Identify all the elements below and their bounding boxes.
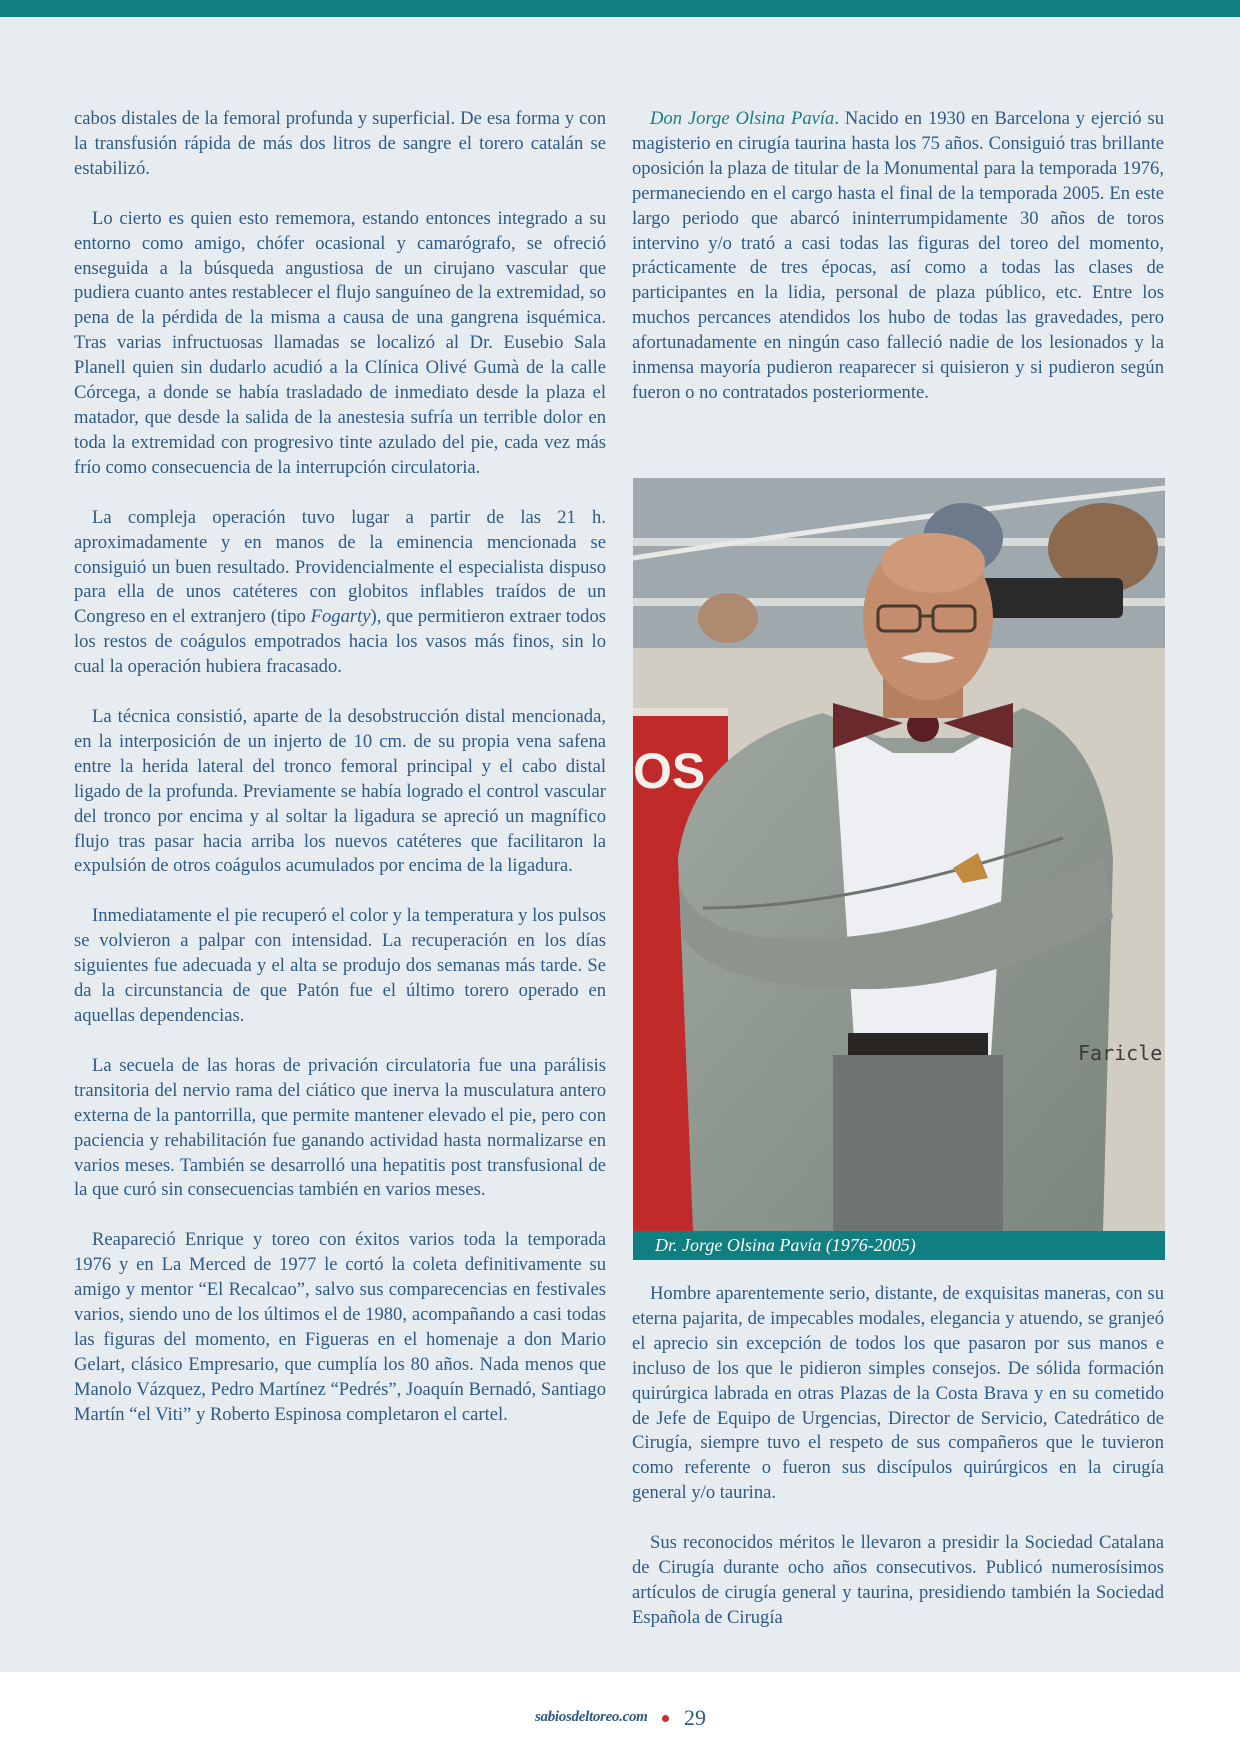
paragraph: cabos distales de la femoral profunda y superficial. De esa forma y con la transfusión rápida de más dos litros de sangre el torero catalán se estabilizó. [74,108,606,179]
paragraph: Inmediatamente el pie recuperó el color y la temperatura y los pulsos se volvieron a palpar con intensidad. La recuperación en los días siguientes fue adecuada y el alta se produjo dos semanas más tarde. Se da la circunstancia de que Patón fue el último torero operado en aquellas dependencias. [74,905,606,1026]
paragraph: La técnica consistió, aparte de la desobstrucción distal mencionada, en la interposición de un injerto de 10 cm. de su propia vena safena entre la herida lateral del tronco femoral principal y el cabo distal ligado de la profunda. Previamente se había logrado el control vascular del tronco por encima y al soltar la ligadura se apreció un magnífico flujo tras pasar hacia arriba los nuevos catéteres que facilitaron la expulsión de otros coágulos acumulados por encima de la ligadura. [74,706,606,877]
left-column [74,107,606,1428]
paragraph-text: . Nacido en 1930 en Barcelona y ejerció su magisterio en cirugía taurina hasta los 75 años. Consiguió tras brillante oposición la plaza de titular de la Monumental para la temporada 1976, permaneciendo en el cargo hasta el final de la temporada 2005. En este largo periodo que abarcó ininterrumpidamente 30 años de toros intervino y/o trató a casi todas las figuras del toreo del momento, prácticamente de tres épocas, así como a todas las clases de participantes en la lidia, personal de plaza público, etc. Entre los muchos percances atendidos los hubo de todas las gravedades, pero afortunadamente en ningún caso falleció nadie de los lesionados y la inmensa mayoría pudieron reaparecer si quisieron y si pudieron según fueron o no contratados posteriormente. [632,108,1164,403]
top-accent-bar [0,0,1240,17]
page-footer [0,1672,1240,1754]
paragraph-italic-term: Fogarty [310,606,371,628]
photo-caption: Dr. Jorge Olsina Pavía (1976-2005) [655,1235,916,1255]
portrait-illustration [633,478,1165,1231]
right-column-top [632,107,1164,406]
page-number: 29 [684,1705,706,1730]
paragraph-text: ), que permitieron extraer todos los restos de coágulos empotrados hacia los vasos más finos, sin lo cual la operación hubiera fracasado. [74,606,607,678]
footer-site: sabiosdeltoreo.com [535,1709,648,1725]
lead-name: Don Jorge Olsina Pavía [650,108,835,129]
paragraph: Hombre aparentemente serio, distante, de exquisitas maneras, con su eterna pajarita, de impecables modales, elegancia y atuendo, se granjeó el aprecio sin excepción de todos los que pasaron por sus manos e incluso de los que le pidieron simples consejos. De sólida formación quirúrgica labrada en otras Plazas de la Costa Brava y en su cometido de Jefe de Equipo de Urgencias, Director de Servicio, Catedrático de Cirugía, siempre tuvo el respeto de sus compañeros que le tuvieron como referente o fueron sus discípulos quirúrgicos en la cirugía general y/o taurina. [632,1283,1164,1504]
paragraph-text: La compleja operación tuvo lugar a partir de las 21 h. aproximadamente y en manos de la eminencia mencionada se consiguió un buen resultado. Providencialmente el especialista dispuso para ella de unos catéteres con globitos inflables traídos de un Congreso en el extranjero (tipo [74,506,606,628]
barrier-letters: OS [633,743,706,799]
paragraph [632,107,1164,406]
paragraph: Reapareció Enrique y toreo con éxitos varios toda la temporada 1976 y en La Merced de 1977 le cortó la coleta definitivamente su amigo y mentor “El Recalcao”, salvo sus comparecencias en festivales varios, siendo uno de los últimos el de 1980, acompañando a casi todas las figuras del momento, en Figueras en el homenaje a don Mario Gelart, clásico Empresario, que cumplía los 80 años. Nada menos que Manolo Vázquez, Pedro Martínez “Pedrés”, Joaquín Bernadó, Santiago Martín “el Viti” y Roberto Espinosa completaron el cartel. [74,1229,606,1425]
portrait-photo [633,478,1165,1231]
right-column-bottom [632,1282,1164,1631]
photo-caption-bar [633,1231,1165,1260]
footer-bullet [662,1715,669,1722]
photographer-signature: Faricle [1078,1041,1163,1065]
paragraph: Sus reconocidos méritos le llevaron a presidir la Sociedad Catalana de Cirugía durante ocho años consecutivos. Publicó numerosísimos artículos de cirugía general y taurina, presidiendo también la Sociedad Española de Cirugía [632,1532,1164,1628]
paragraph: La secuela de las horas de privación circulatoria fue una parálisis transitoria del nervio rama del ciático que inerva la musculatura antero externa de la pantorrilla, que permite mantener elevado el pie, pero con paciencia y rehabilitación fue ganando actividad hasta normalizarse en varios meses. También se desarrolló una hepatitis post transfusional de la que curó sin consecuencias también en varios meses. [74,1054,606,1201]
paragraph: Lo cierto es quien esto rememora, estando entonces integrado a su entorno como amigo, chófer ocasional y camarógrafo, se ofreció enseguida a la búsqueda angustiosa de un cirujano vascular que pudiera cuanto antes restablecer el flujo sanguíneo de la extremidad, so pena de la pérdida de la misma a causa de una gangrena isquémica. Tras varias infructuosas llamadas se localizó al Dr. Eusebio Sala Planell quien sin dudarlo acudió a la Clínica Olivé Gumà de la calle Córcega, a donde se había trasladado de inmediato desde la plaza el matador, que desde la salida de la anestesia sufría un terrible dolor en toda la extremidad con progresivo tinte azulado del pie, cada vez más frío como consecuencia de la interrupción circulatoria. [74,207,606,478]
paragraph [74,506,606,680]
